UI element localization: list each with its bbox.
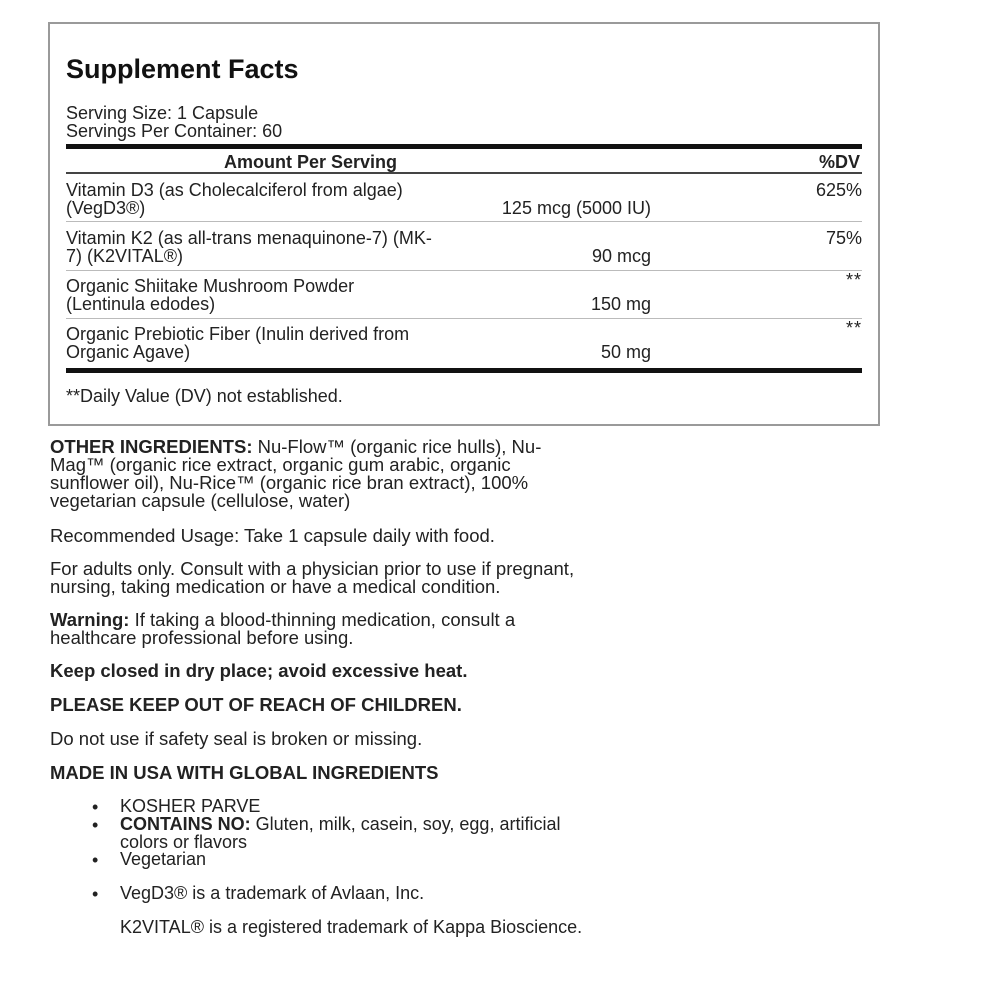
recommended-usage: Recommended Usage: Take 1 capsule daily with food. <box>50 525 495 546</box>
other-ingredients-label: OTHER INGREDIENTS: <box>50 436 253 457</box>
table-header <box>66 152 862 172</box>
nutrient-dv: ** <box>845 270 862 290</box>
nutrient-name-cont: Organic Agave) <box>66 342 191 362</box>
serving-size: Serving Size: 1 Capsule <box>66 103 259 123</box>
bullet-icon: • <box>92 797 99 817</box>
header-rule <box>66 172 862 174</box>
adults-notice-line: nursing, taking medication or have a medical condition. <box>50 576 501 597</box>
top-rule <box>66 144 862 149</box>
other-ingredients-line: sunflower oil), Nu-Rice™ (organic rice bran extract), 100% <box>50 472 529 493</box>
nutrient-dv: 625% <box>815 180 862 200</box>
nutrient-name-cont: (VegD3®) <box>66 198 146 218</box>
bullet-icon: • <box>92 815 99 835</box>
nutrient-row <box>66 270 862 320</box>
made-in-usa: MADE IN USA WITH GLOBAL INGREDIENTS <box>50 762 439 783</box>
nutrient-amount: 125 mcg (5000 IU) <box>501 198 651 218</box>
nutrient-dv: ** <box>845 318 862 338</box>
vegd3-trademark: VegD3® is a trademark of Avlaan, Inc. <box>120 883 425 903</box>
nutrient-name-cont: 7) (K2VITAL®) <box>66 246 183 266</box>
warning-line: If taking a blood-thinning medication, consult a <box>129 609 516 630</box>
bullet-icon: • <box>92 850 99 870</box>
other-ingredients-line: vegetarian capsule (cellulose, water) <box>50 490 351 511</box>
servings-per-container: Servings Per Container: 60 <box>66 121 283 141</box>
amount-per-serving-header: Amount Per Serving <box>224 152 398 172</box>
vegetarian-item: Vegetarian <box>120 849 207 869</box>
storage-notice: Keep closed in dry place; avoid excessive heat. <box>50 660 468 681</box>
dv-header: %DV <box>818 152 860 172</box>
other-ingredients-line: Nu-Flow™ (organic rice hulls), Nu- <box>252 436 542 457</box>
seal-notice: Do not use if safety seal is broken or missing. <box>50 728 423 749</box>
row-divider <box>66 318 862 319</box>
warning-text <box>50 611 870 647</box>
nutrient-dv: 75% <box>825 228 862 248</box>
nutrient-name: Organic Prebiotic Fiber (Inulin derived from <box>66 324 410 344</box>
warning-label: Warning: <box>50 609 130 630</box>
adults-notice <box>50 560 870 596</box>
nutrient-name-cont: (Lentinula edodes) <box>66 294 216 314</box>
nutrient-amount: 150 mg <box>590 294 651 314</box>
children-notice: PLEASE KEEP OUT OF REACH OF CHILDREN. <box>50 694 462 715</box>
warning-line: healthcare professional before using. <box>50 627 354 648</box>
nutrient-name: Organic Shiitake Mushroom Powder <box>66 276 355 296</box>
kosher-item: KOSHER PARVE <box>120 796 261 816</box>
nutrient-row <box>66 180 862 224</box>
contains-no-text: Gluten, milk, casein, soy, egg, artificial <box>250 814 561 834</box>
nutrient-row <box>66 228 862 272</box>
supplement-facts-panel <box>48 22 880 426</box>
k2vital-trademark: K2VITAL® is a registered trademark of Kappa Bioscience. <box>120 917 583 937</box>
nutrient-name: Vitamin K2 (as all-trans menaquinone-7) (MK- <box>66 228 432 248</box>
nutrient-amount: 50 mg <box>600 342 651 362</box>
row-divider <box>66 270 862 271</box>
contains-no-label: CONTAINS NO: <box>120 814 251 834</box>
row-divider <box>66 221 862 222</box>
nutrient-amount: 90 mcg <box>591 246 651 266</box>
dv-footnote: **Daily Value (DV) not established. <box>66 386 343 406</box>
nutrient-row <box>66 318 862 368</box>
contains-no-text: colors or flavors <box>120 832 248 852</box>
other-ingredients-line: Mag™ (organic rice extract, organic gum arabic, organic <box>50 454 511 475</box>
other-ingredients <box>50 438 870 510</box>
nutrient-name: Vitamin D3 (as Cholecalciferol from algae) <box>66 180 403 200</box>
bottom-rule <box>66 368 862 373</box>
adults-notice-line: For adults only. Consult with a physician prior to use if pregnant, <box>50 558 575 579</box>
contains-no-item <box>120 815 840 851</box>
bullet-icon: • <box>92 884 99 904</box>
supplement-facts-title: Supplement Facts <box>66 54 299 84</box>
